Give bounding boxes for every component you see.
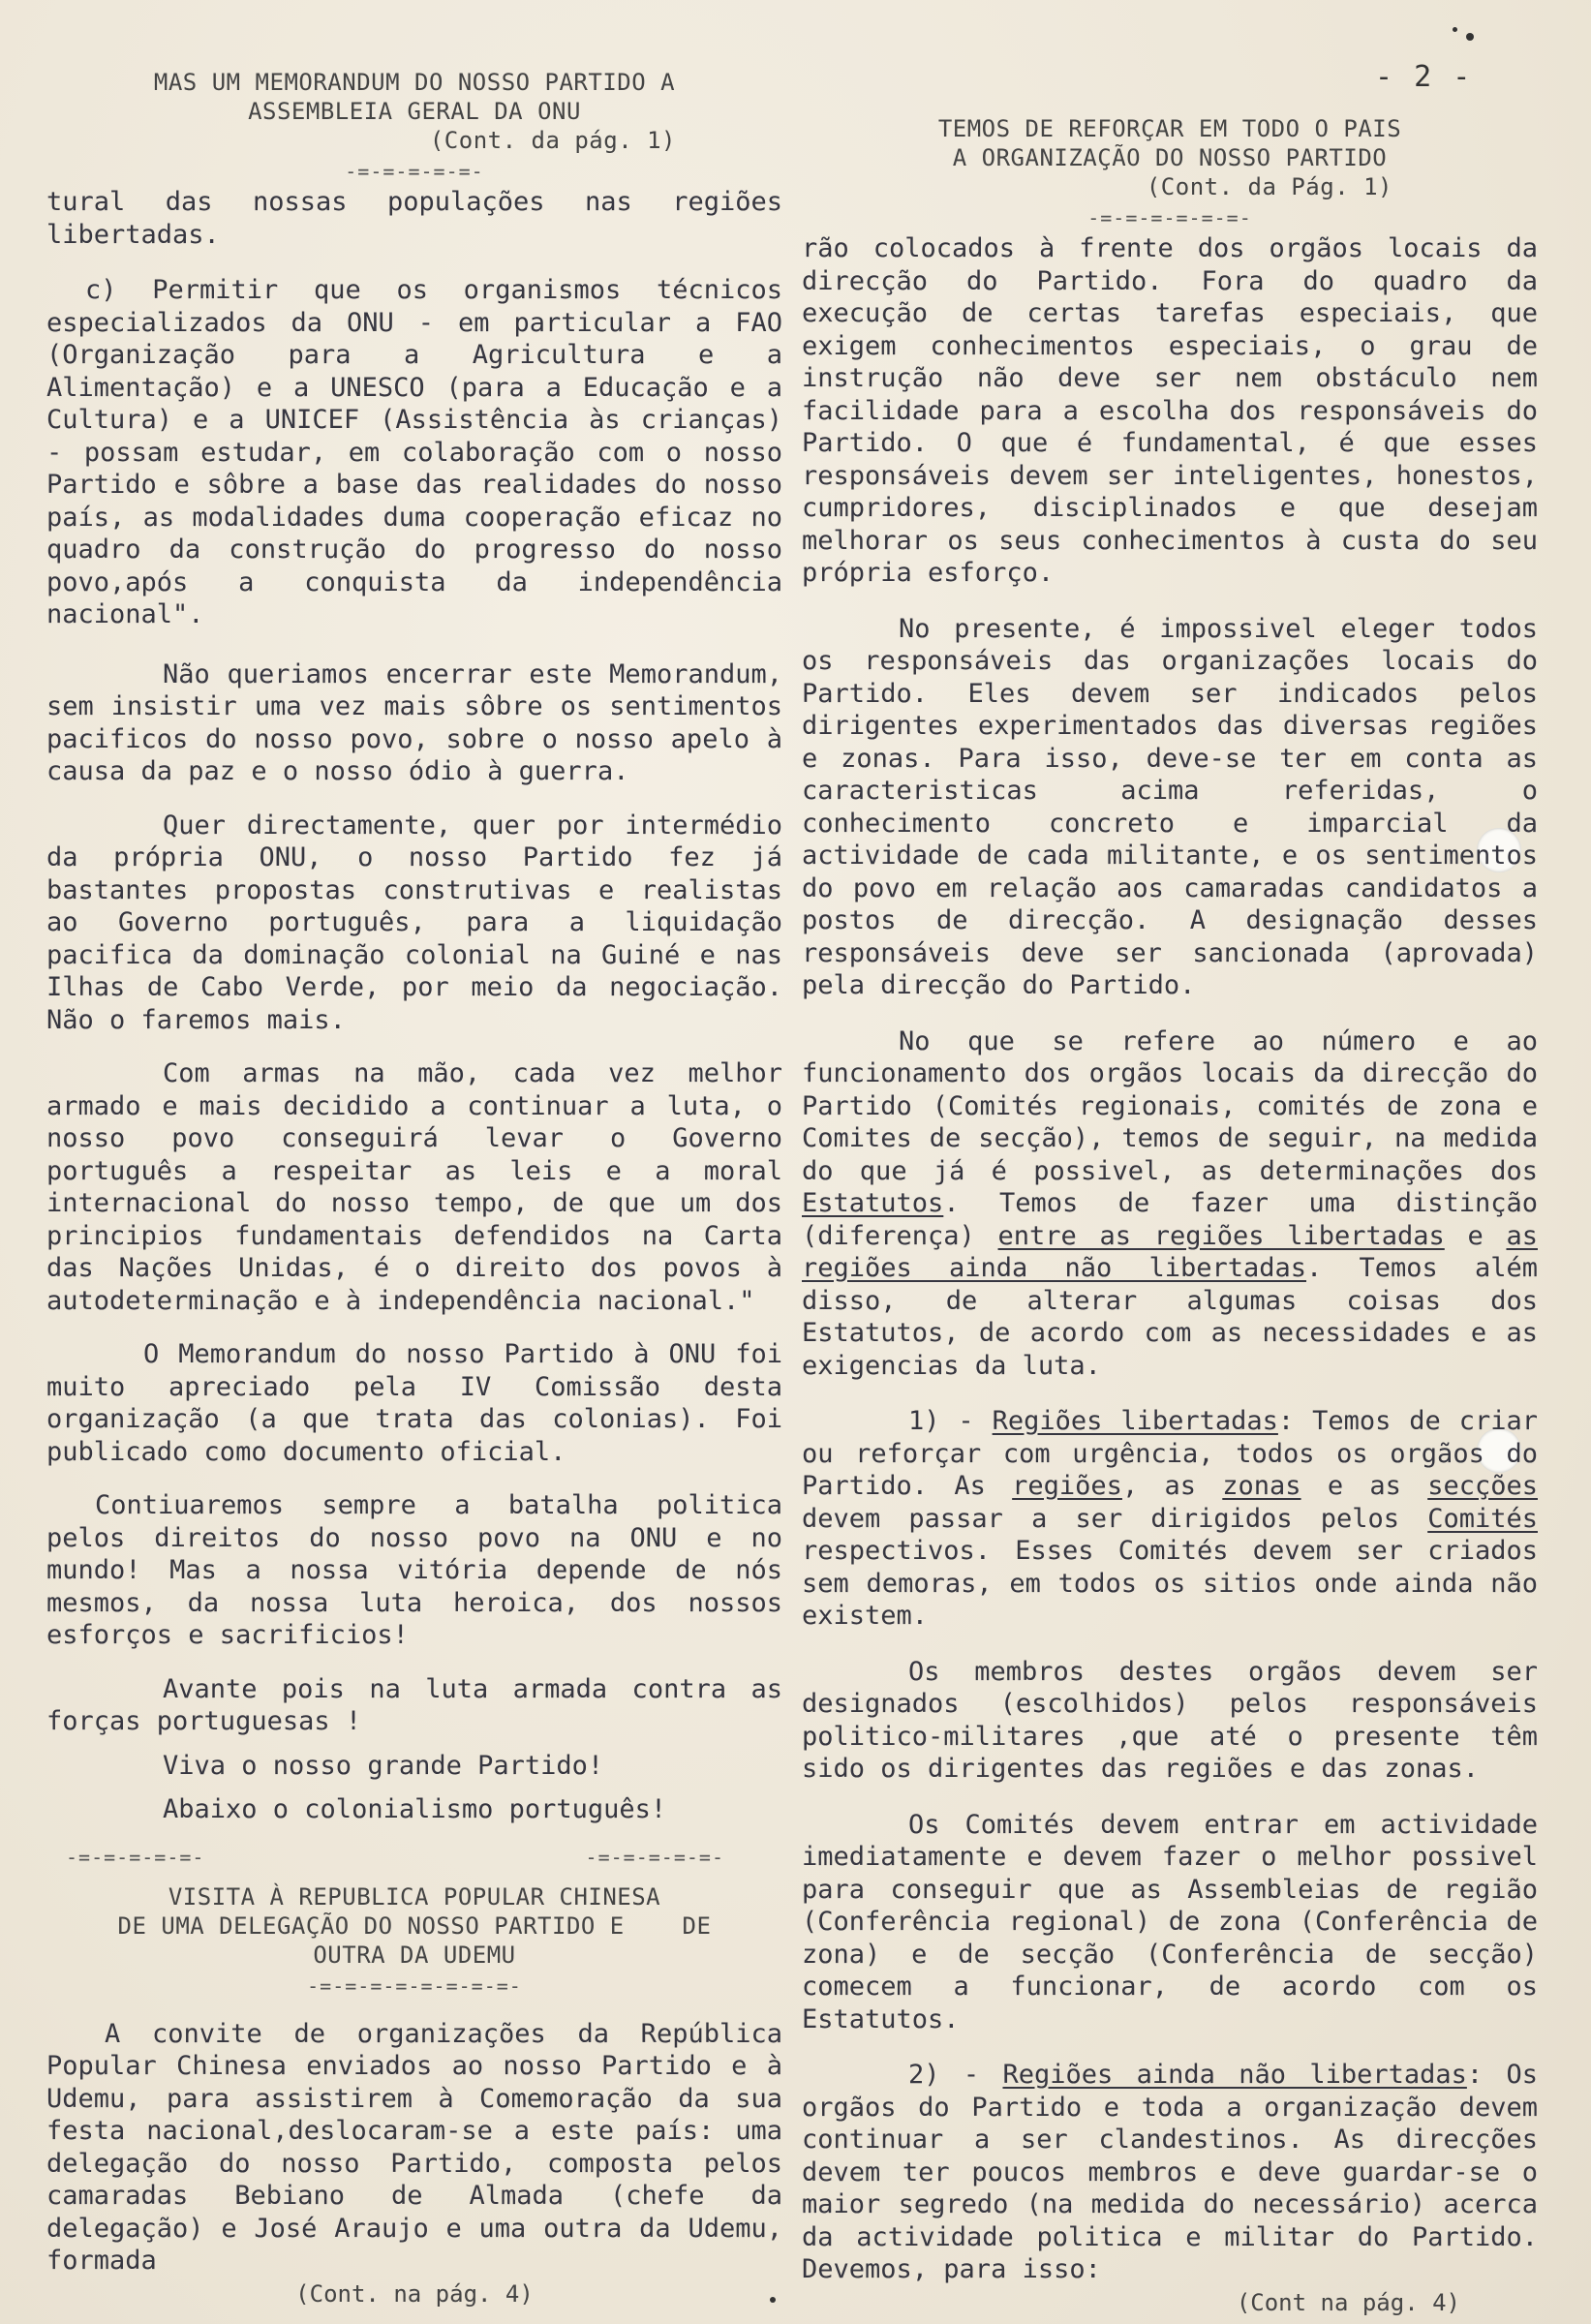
underlined-term: regiões [1012,1471,1122,1501]
article-heading: MAS UM MEMORANDUM DO NOSSO PARTIDO A ASSEMBLEIA GERAL DA ONU (Cont. da pág. 1) [46,68,782,155]
paragraph: O Memorandum do nosso Partido à ONU foi muito apreciado pela IV Comissão desta organização (a que trata das colonias). Foi publicado como documento oficial. [46,1339,782,1467]
separator: -=-=-=-=-=-=-=-=- [307,1973,522,1998]
continued-on: (Cont. na pág. 4) [295,2279,534,2308]
paragraph: 2) - Regiões ainda não libertadas: Os orgãos do Partido e toda a organização devem continuar a ser clandestinos. As direcções devem ter poucos membros e deve guardar-se o maior segredo (na medida do necessário) acerca da actividade politica e militar do Partido. Devemos, para isso: [802,2060,1539,2284]
underlined-term: as regiões ainda não libertadas [802,1220,1538,1283]
paragraph: tural das nossas populações nas regiões libertadas. [46,187,782,250]
paragraph: Com armas na mão, cada vez melhor armado e mais decidido a continuar a luta, o nosso povo conseguirá levar o Governo português a respeitar as leis e a moral internacional do nosso tempo, de que um dos principios fundamentais defendidos na Carta das Nações Unidas, é o direito dos povos à autodeterminação e à independência nacional." [46,1058,782,1316]
right-column [802,114,1538,2317]
underlined-term: secções [1427,1471,1538,1501]
paragraph: Quer directamente, quer por intermédio da própria ONU, o nosso Partido fez já bastantes propostas construtivas e realistas ao Governo português, para a liquidação pacifica da dominação colonial na Guiné e nas Ilhas de Cabo Verde, por meio da negociação. Não o faremos mais. [46,810,782,1035]
separator: -=-=-=-=-=- [585,1845,724,1869]
paragraph: No que se refere ao número e ao funcionamento dos orgãos locais da direcção do Partido (Comités regionais, comités de zona e Comites de secção), temos de seguir, na medida do que já é possivel, as determinações dos Estatutos. Temos de fazer uma distinção (diferença) entre as regiões libertadas e as regiões ainda não libertadas. Temos além disso, de alterar algumas coisas dos Estatutos, de acordo com as necessidades e as exigencias da luta. [802,1025,1538,1381]
underlined-term: entre as regiões libertadas [997,1220,1445,1251]
paragraph: Abaixo o colonialismo português! [163,1794,667,1824]
paragraph: rão colocados à frente dos orgãos locais da direcção do Partido. Fora do quadro da execução de certas tarefas especiais, que exigem conhecimentos especiais, o grau de instrução não deve ser nem obstáculo nem facilidade para a escolha dos responsáveis do Partido. O que é fundamental, é que esses responsáveis devem ser inteligentes, honestos, cumpridores, disciplinados e que desejam melhorar os seus conhecimentos à custa do seu própria esforço. [802,233,1538,588]
paragraph: A convite de organizações da República Popular Chinesa enviados ao nosso Partido e à Udemu, para assistirem à Comemoração da sua festa nacional,deslocaram-se a este país: uma delegação do nosso Partido, composta pelos camaradas Bebiano de Almada (chefe da delegação) e José Araujo e uma outra da Udemu, formada [46,2018,782,2276]
ink-dot [1453,27,1457,32]
underlined-term: Estatutos [802,1188,944,1218]
paragraph: No presente, é impossivel eleger todos os responsáveis das organizações locais do Partido. Eles devem ser indicados pelos dirigentes experimentados das diversas regiões e zonas. Para isso, deve-se ter em conta as caracteristicas acima referidas, o conhecimento concreto e imparcial da actividade de cada militante, e os sentimentos do povo em relação aos camaradas candidatos a postos de direcção. A designação desses responsáveis deve ser sancionada (aprovada) pela direcção do Partido. [802,613,1538,1000]
page-number: - 2 - [1375,60,1473,94]
underlined-term: zonas [1222,1471,1301,1501]
section-title: Regiões libertadas [992,1406,1278,1436]
separator: -=-=-=-=-=- [66,1845,205,1869]
paragraph: Contiuaremos sempre a batalha politica pelos direitos do nosso povo na ONU e no mundo! Mas a nossa vitória depende de nós mesmos, da nossa luta heroica, dos nossos esforços e sacrificios! [46,1490,782,1650]
continued-from: (Cont. da pág. 1) [429,127,676,154]
paragraph: Viva o nosso grande Partido! [163,1750,604,1781]
paragraph: 1) - Regiões libertadas: Temos de criar ou reforçar com urgência, todos os orgãos do Partido. As regiões, as zonas e as secções devem passar a ser dirigidos pelos Comités respectivos. Esses Comités devem ser criados sem demoras, em todos os sitios onde ainda não existem. [802,1406,1538,1631]
separator-row [46,1846,782,1869]
paragraph: Avante pois na luta armada contra as forças portuguesas ! [46,1673,782,1736]
continued-from: (Cont. da Pág. 1) [1146,173,1392,200]
left-column [46,68,782,2309]
separator: -=-=-=-=-=-=- [1087,206,1252,229]
continued-on: (Cont na pág. 4) [1236,2288,1460,2316]
paragraph: Os Comités devem entrar em actividade imediatamente e devem fazer o melhor possivel para conseguir que as Assembleias de região (Conferência regional) de zona (Conferência de zona) e de secção (Conferência de secção) comecem a funcionar, de acordo com os Estatutos. [802,1809,1538,2034]
section-title: Regiões ainda não libertadas [1002,2060,1467,2090]
article-heading-2: VISITA À REPUBLICA POPULAR CHINESA DE UMA DELEGAÇÃO DO NOSSO PARTIDO E DE OUTRA DA UDEMU [117,1882,712,1969]
article-heading: TEMOS DE REFORÇAR EM TODO O PAIS A ORGANIZAÇÃO DO NOSSO PARTIDO (Cont. da Pág. 1) [802,114,1538,201]
separator: -=-=-=-=-=- [345,160,484,183]
underlined-term: Comités [1427,1503,1538,1534]
paragraph: Os membros destes orgãos devem ser designados (escolhidos) pelos responsáveis politico-militares ,que até o presente têm sido os dirigentes das regiões e das zonas. [802,1656,1538,1784]
paragraph: Não queriamos encerrar este Memorandum, sem insistir uma vez mais sôbre os sentimentos pacificos do nosso povo, sobre o nosso apelo à causa da paz e o nosso ódio à guerra. [46,658,782,786]
paragraph: c) Permitir que os organismos técnicos especializados da ONU - em particular a FAO (Organização para a Agricultura e a Alimentação) e a UNESCO (para a Educação e a Cultura) e a UNICEF (Assistência às crianças) - possam estudar, em colaboração com o nosso Partido e sôbre a base das realidades do nosso país, as modalidades duma cooperação eficaz no quadro da construção do progresso do nosso povo,após a conquista da independência nacional". [46,275,782,629]
ink-dot [1466,33,1474,41]
